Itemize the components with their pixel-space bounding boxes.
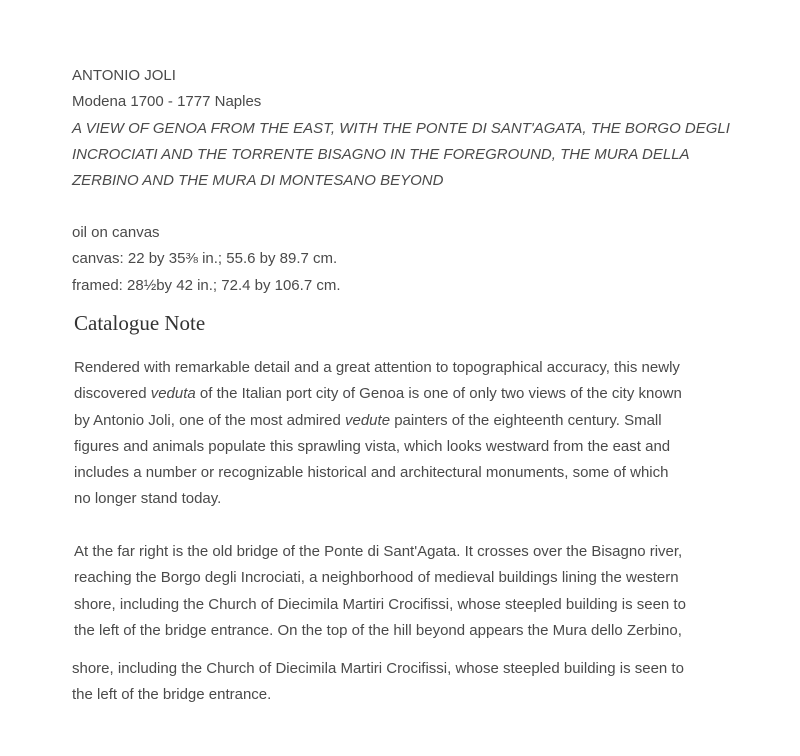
text-run: of the Italian port city of Genoa is one of only two views of the city known <box>195 385 682 403</box>
paragraph-line: includes a number or recognizable historical and architectural monuments, some of which <box>74 464 669 482</box>
text-run: discovered <box>74 385 151 403</box>
paragraph-line: At the far right is the old bridge of the Ponte di Sant'Agata. It crosses over the Bisagno river, <box>74 543 683 560</box>
artist-name: ANTONIO JOLI <box>72 67 176 84</box>
lot-title-line: ZERBINO AND THE MURA DI MONTESANO BEYOND <box>72 172 444 190</box>
italic-term-veduta: veduta <box>150 385 196 403</box>
text-run: by Antonio Joli, one of the most admired <box>74 411 345 429</box>
catalogue-note-heading: Catalogue Note <box>74 311 206 335</box>
catalogue-note-paragraph <box>74 355 736 513</box>
text-run: painters of the eighteenth century. Small <box>390 411 662 429</box>
artist-dates: Modena 1700 - 1777 Naples <box>72 93 262 111</box>
lot-title-line: A VIEW OF GENOA FROM THE EAST, WITH THE PONTE DI SANT'AGATA, THE BORGO DEGLI <box>72 119 730 137</box>
catalogue-note-paragraph <box>74 539 736 644</box>
lot-title <box>72 116 732 195</box>
lot-header <box>72 63 752 194</box>
lot-canvas-size: canvas: 22 by 35⅜ in.; 55.6 by 89.7 cm. <box>72 250 338 268</box>
paragraph-line: the left of the bridge entrance. <box>72 686 272 704</box>
lot-details <box>72 220 341 299</box>
paragraph-line: the left of the bridge entrance. On the top of the hill beyond appears the Mura dello Zerbino, <box>74 621 682 639</box>
paragraph-line: reaching the Borgo degli Incrociati, a neighborhood of medieval buildings lining the western <box>74 569 679 587</box>
paragraph-line: figures and animals populate this sprawling vista, which looks westward from the east and <box>74 437 671 455</box>
lot-medium: oil on canvas <box>72 224 160 241</box>
lot-framed-size: framed: 28½by 42 in.; 72.4 by 106.7 cm. <box>72 276 341 294</box>
catalogue-note-paragraph-repeat <box>72 656 734 709</box>
paragraph-line <box>74 381 736 407</box>
paragraph-line <box>74 408 736 434</box>
paragraph-line: shore, including the Church of Diecimila Martiri Crocifissi, whose steepled building is seen to <box>74 595 686 613</box>
paragraph-line: shore, including the Church of Diecimila Martiri Crocifissi, whose steepled building is seen to <box>72 660 684 677</box>
italic-term-vedute: vedute <box>345 411 391 429</box>
paragraph-line: no longer stand today. <box>74 490 222 508</box>
paragraph-line: Rendered with remarkable detail and a great attention to topographical accuracy, this newly <box>74 359 680 376</box>
lot-title-line: INCROCIATI AND THE TORRENTE BISAGNO IN THE FOREGROUND, THE MURA DELLA <box>72 145 690 163</box>
